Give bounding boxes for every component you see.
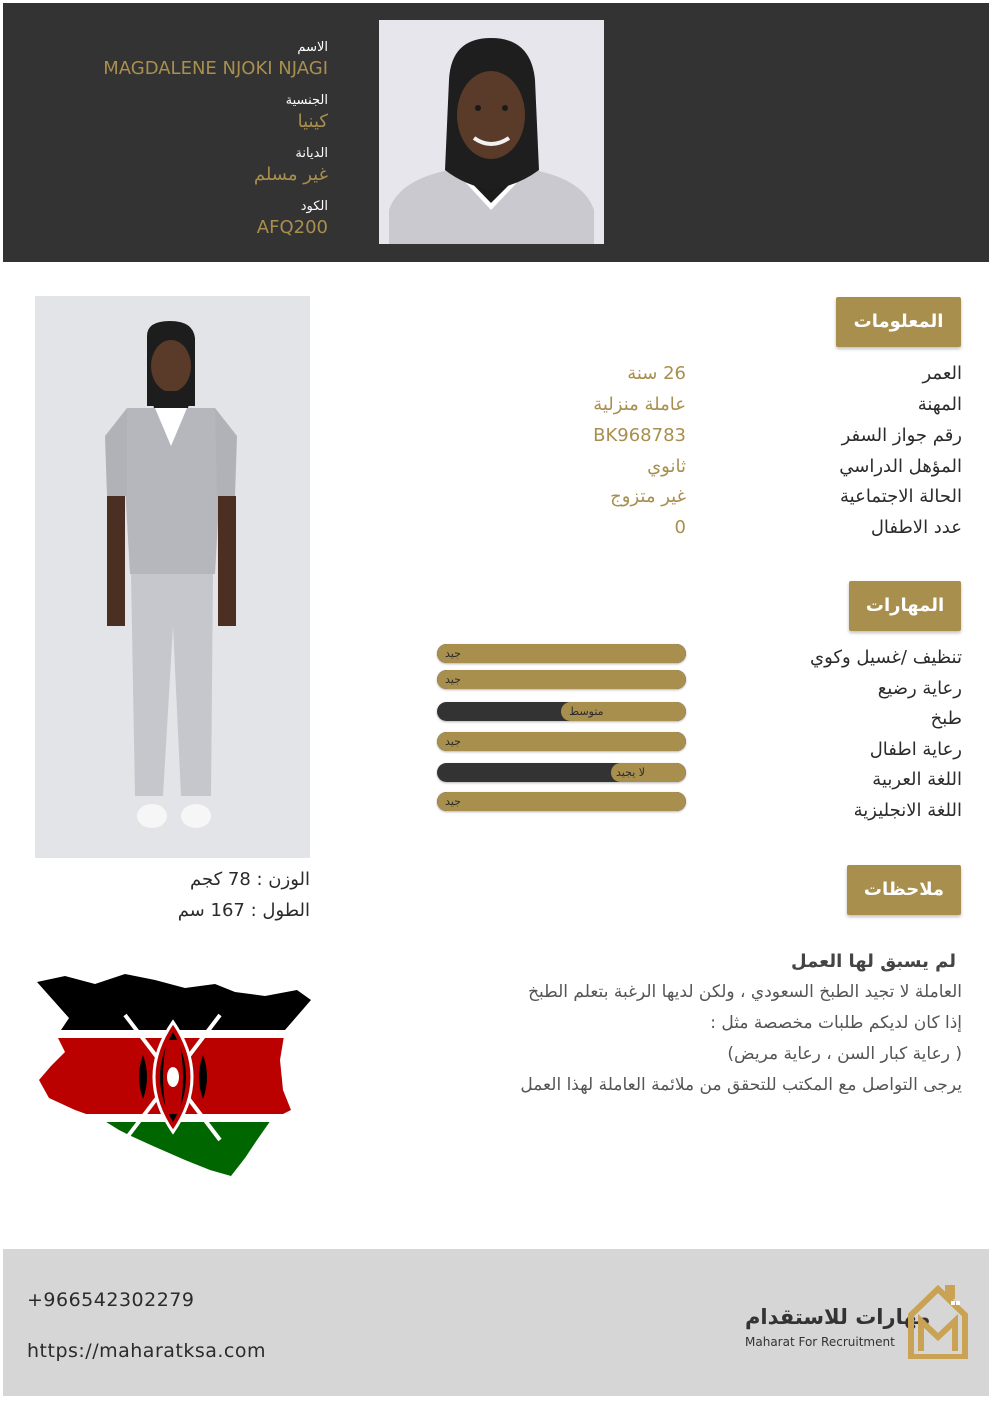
info-row xyxy=(440,389,962,420)
skill-level-bar xyxy=(437,644,686,663)
info-row xyxy=(440,512,962,543)
info-value: ثانوي xyxy=(647,456,686,477)
profile-header xyxy=(3,3,989,262)
skill-label: طبخ xyxy=(930,708,962,729)
logo-english-name: Maharat For Recruitment xyxy=(745,1335,895,1349)
info-row xyxy=(440,481,962,512)
measurements xyxy=(35,864,310,926)
notes-section-badge: ملاحظات xyxy=(847,865,961,915)
kenya-flag-map xyxy=(35,970,315,1180)
info-value: BK968783 xyxy=(593,425,686,446)
skill-level-bar xyxy=(437,670,686,689)
skill-label: تنظيف /غسيل وكوي xyxy=(810,647,962,668)
skill-level-bar xyxy=(437,702,686,721)
religion-label: الديانة xyxy=(295,146,328,161)
skill-level-bar xyxy=(437,732,686,751)
skill-level-fill xyxy=(437,670,686,689)
name-label: الاسم xyxy=(297,40,328,55)
skill-level-text: لا يجيد xyxy=(616,766,646,779)
skill-label: اللغة العربية xyxy=(872,769,962,790)
portrait-photo xyxy=(379,20,604,244)
info-label: العمر xyxy=(922,363,962,384)
info-row xyxy=(440,420,962,451)
info-value: 26 سنة xyxy=(627,363,686,384)
info-section-badge: المعلومات xyxy=(836,297,961,347)
logo-arabic-name: مهارات للاستقدام xyxy=(745,1305,931,1329)
notes-line: يرجى التواصل مع المكتب للتحقق من ملائمة العاملة لهذا العمل xyxy=(520,1075,962,1095)
notes-block xyxy=(402,946,962,1101)
notes-line: إذا كان لديكم طلبات مخصصة مثل : xyxy=(710,1013,962,1033)
worker-name: MAGDALENE NJOKI NJAGI xyxy=(103,58,328,79)
nationality-label: الجنسية xyxy=(285,93,328,108)
weight-text: الوزن : 78 كجم xyxy=(190,869,310,890)
skill-level-bar xyxy=(437,792,686,811)
skill-level-text: متوسط xyxy=(569,705,604,718)
info-label: الحالة الاجتماعية xyxy=(840,486,962,507)
house-m-icon xyxy=(907,1285,969,1359)
notes-heading: لم يسبق لها العمل xyxy=(791,951,956,972)
notes-line: العاملة لا تجيد الطبخ السعودي ، ولكن لديها الرغبة بتعلم الطبخ xyxy=(528,982,962,1002)
info-row xyxy=(440,451,962,482)
skills-section-badge: المهارات xyxy=(849,581,961,631)
info-value: غير متزوج xyxy=(610,486,686,507)
page-footer xyxy=(3,1249,989,1396)
skill-level-text: جيد xyxy=(445,647,461,660)
skill-level-text: جيد xyxy=(445,795,461,808)
skill-level-bar xyxy=(437,763,686,782)
code-label: الكود xyxy=(300,199,328,214)
skill-level-fill xyxy=(437,732,686,751)
code-value: AFQ200 xyxy=(256,217,328,238)
info-label: المهنة xyxy=(917,394,962,415)
company-logo xyxy=(741,1285,971,1361)
nationality-value: كينيا xyxy=(297,111,328,132)
skill-level-text: جيد xyxy=(445,735,461,748)
skill-level-text: جيد xyxy=(445,673,461,686)
height-text: الطول : 167 سم xyxy=(177,900,310,921)
profile-fields xyxy=(3,39,328,251)
skill-label: رعاية اطفال xyxy=(869,739,962,760)
phone-number[interactable]: +966542302279 xyxy=(27,1289,195,1311)
info-value: عاملة منزلية xyxy=(593,394,686,415)
skill-level-fill xyxy=(437,644,686,663)
info-row xyxy=(440,358,962,389)
skill-level-fill xyxy=(437,792,686,811)
skill-label: رعاية رضيع xyxy=(877,678,962,699)
skill-label: اللغة الانجليزية xyxy=(853,800,962,821)
notes-line: ( رعاية كبار السن ، رعاية مريض) xyxy=(727,1044,962,1064)
website-link[interactable]: https://maharatksa.com xyxy=(27,1340,267,1362)
info-label: المؤهل الدراسي xyxy=(839,456,962,477)
info-label: عدد الاطفال xyxy=(870,517,962,538)
full-body-photo xyxy=(35,296,310,858)
religion-value: غير مسلم xyxy=(253,164,328,185)
info-label: رقم جواز السفر xyxy=(841,425,962,446)
info-value: 0 xyxy=(674,517,686,538)
